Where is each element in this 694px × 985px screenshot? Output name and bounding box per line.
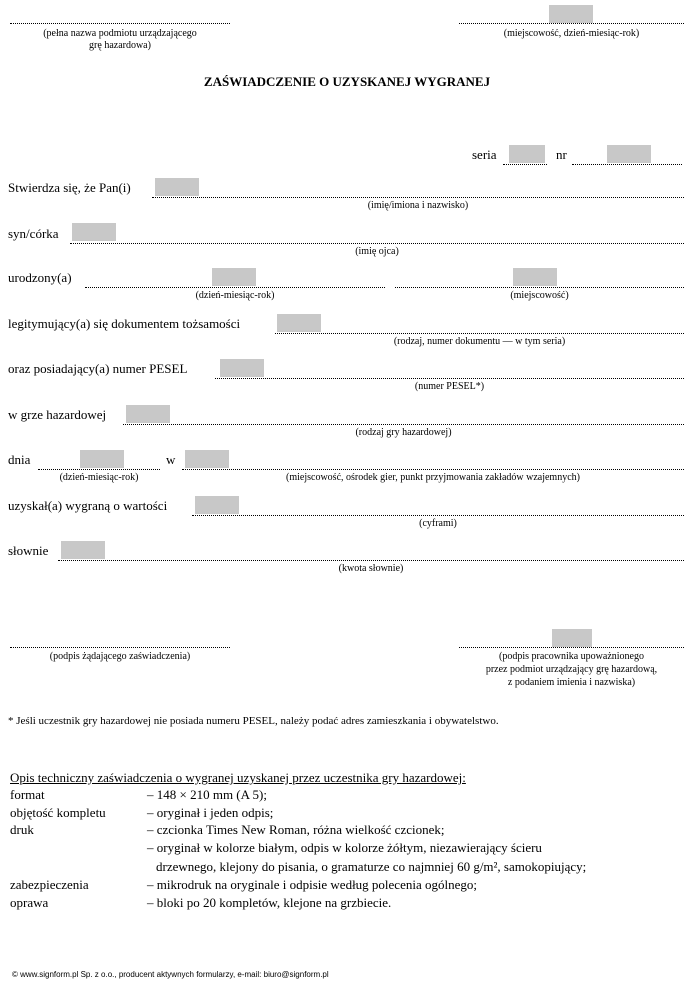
spec-term: druk: [10, 822, 34, 837]
parent-label: syn/córka: [8, 226, 59, 241]
birth-date-line[interactable]: [85, 287, 385, 288]
day-label: dnia: [8, 452, 31, 467]
parent-caption: (imię ojca): [355, 246, 399, 257]
spec-desc: drzewnego, klejony do pisania, o gramaturze co najmniej 60 g/m², samokopiujący;: [156, 859, 587, 874]
requester-signature-caption: (podpis żądającego zaświadczenia): [49, 651, 191, 662]
amount-caption: (cyframi): [419, 518, 457, 529]
spec-desc: – czcionka Times New Roman, różna wielkość czcionek;: [147, 822, 445, 837]
spec-title: Opis techniczny zaświadczenia o wygranej uzyskanej przez uczestnika gry hazardowej:: [10, 770, 466, 785]
spec-term: format: [10, 787, 45, 802]
pesel-footnote: * Jeśli uczestnik gry hazardowej nie posiada numeru PESEL, należy podać adres zamieszkania i obywatelstwo.: [8, 715, 499, 727]
document-caption: (rodzaj, numer dokumentu — w tym seria): [393, 336, 566, 347]
pesel-caption: (numer PESEL*): [414, 381, 485, 392]
words-label: słownie: [8, 543, 49, 558]
employee-signature-field[interactable]: [552, 629, 592, 647]
spec-term: objętość kompletu: [10, 805, 106, 820]
day-place-caption: (miejscowość, ośrodek gier, punkt przyjmowania zakładów wzajemnych): [286, 472, 580, 483]
entity-name-line[interactable]: [10, 23, 230, 24]
employee-signature-caption-1: (podpis pracownika upoważnionego: [499, 651, 644, 662]
day-date-field[interactable]: [80, 450, 124, 468]
spec-desc: – bloki po 20 kompletów, klejone na grzbiecie.: [147, 895, 392, 910]
game-field[interactable]: [126, 405, 170, 423]
amount-label: uzyskał(a) wygraną o wartości: [8, 498, 168, 513]
spec-desc: – oryginał i jeden odpis;: [147, 805, 274, 820]
pesel-field[interactable]: [220, 359, 264, 377]
day-place-field[interactable]: [185, 450, 229, 468]
name-label: Stwierdza się, że Pan(i): [8, 180, 131, 195]
day-date-line[interactable]: [38, 469, 160, 470]
words-caption: (kwota słownie): [338, 563, 404, 574]
place-date-caption: (miejscowość, dzień-miesiąc-rok): [503, 28, 640, 39]
document-label: legitymujący(a) się dokumentem tożsamości: [8, 316, 241, 331]
employee-signature-caption-2: przez podmiot urządzający grę hazardową,: [485, 664, 658, 675]
spec-term: zabezpieczenia: [10, 877, 89, 892]
series-field[interactable]: [509, 145, 545, 163]
document-line[interactable]: [275, 333, 684, 334]
name-line[interactable]: [152, 197, 684, 198]
nr-line[interactable]: [572, 164, 682, 165]
day-place-line[interactable]: [182, 469, 684, 470]
birth-date-field[interactable]: [212, 268, 256, 286]
employee-signature-caption-3: z podaniem imienia i nazwiska): [507, 677, 636, 688]
pesel-label: oraz posiadający(a) numer PESEL: [8, 361, 188, 376]
amount-line[interactable]: [192, 515, 684, 516]
series-label: seria: [472, 147, 497, 162]
footer-copyright: © www.signform.pl Sp. z o.o., producent aktywnych formularzy, e-mail: biuro@signform.pl: [12, 970, 329, 979]
nr-label: nr: [556, 147, 567, 162]
amount-field[interactable]: [195, 496, 239, 514]
parent-line[interactable]: [70, 243, 684, 244]
spec-desc: – mikrodruk na oryginale i odpisie według polecenia ogólnego;: [147, 877, 477, 892]
parent-field[interactable]: [72, 223, 116, 241]
birth-label: urodzony(a): [8, 270, 72, 285]
series-line[interactable]: [503, 164, 547, 165]
name-field[interactable]: [155, 178, 199, 196]
birth-place-field[interactable]: [513, 268, 557, 286]
entity-name-caption-2: grę hazardowa): [89, 40, 151, 51]
words-field[interactable]: [61, 541, 105, 559]
game-label: w grze hazardowej: [8, 407, 107, 422]
name-caption: (imię/imiona i nazwisko): [367, 200, 469, 211]
nr-field[interactable]: [607, 145, 651, 163]
pesel-line[interactable]: [215, 378, 684, 379]
game-line[interactable]: [123, 424, 684, 425]
game-caption: (rodzaj gry hazardowej): [355, 427, 452, 438]
birth-place-caption: (miejscowość): [510, 290, 569, 301]
birth-date-caption: (dzień-miesiąc-rok): [195, 290, 275, 301]
birth-place-line[interactable]: [395, 287, 684, 288]
words-line[interactable]: [58, 560, 684, 561]
document-field[interactable]: [277, 314, 321, 332]
place-date-line[interactable]: [459, 23, 684, 24]
day-date-caption: (dzień-miesiąc-rok): [59, 472, 139, 483]
spec-desc: – 148 × 210 mm (A 5);: [147, 787, 267, 802]
employee-signature-line[interactable]: [459, 647, 684, 648]
requester-signature-line[interactable]: [10, 647, 230, 648]
entity-name-caption-1: (pełna nazwa podmiotu urządzającego: [43, 28, 197, 39]
w-label: w: [166, 452, 176, 467]
place-date-field[interactable]: [549, 5, 593, 23]
page-title: ZAŚWIADCZENIE O UZYSKANEJ WYGRANEJ: [203, 74, 491, 89]
spec-desc: – oryginał w kolorze białym, odpis w kolorze żółtym, niezawierający ścieru: [147, 840, 542, 855]
spec-term: oprawa: [10, 895, 49, 910]
